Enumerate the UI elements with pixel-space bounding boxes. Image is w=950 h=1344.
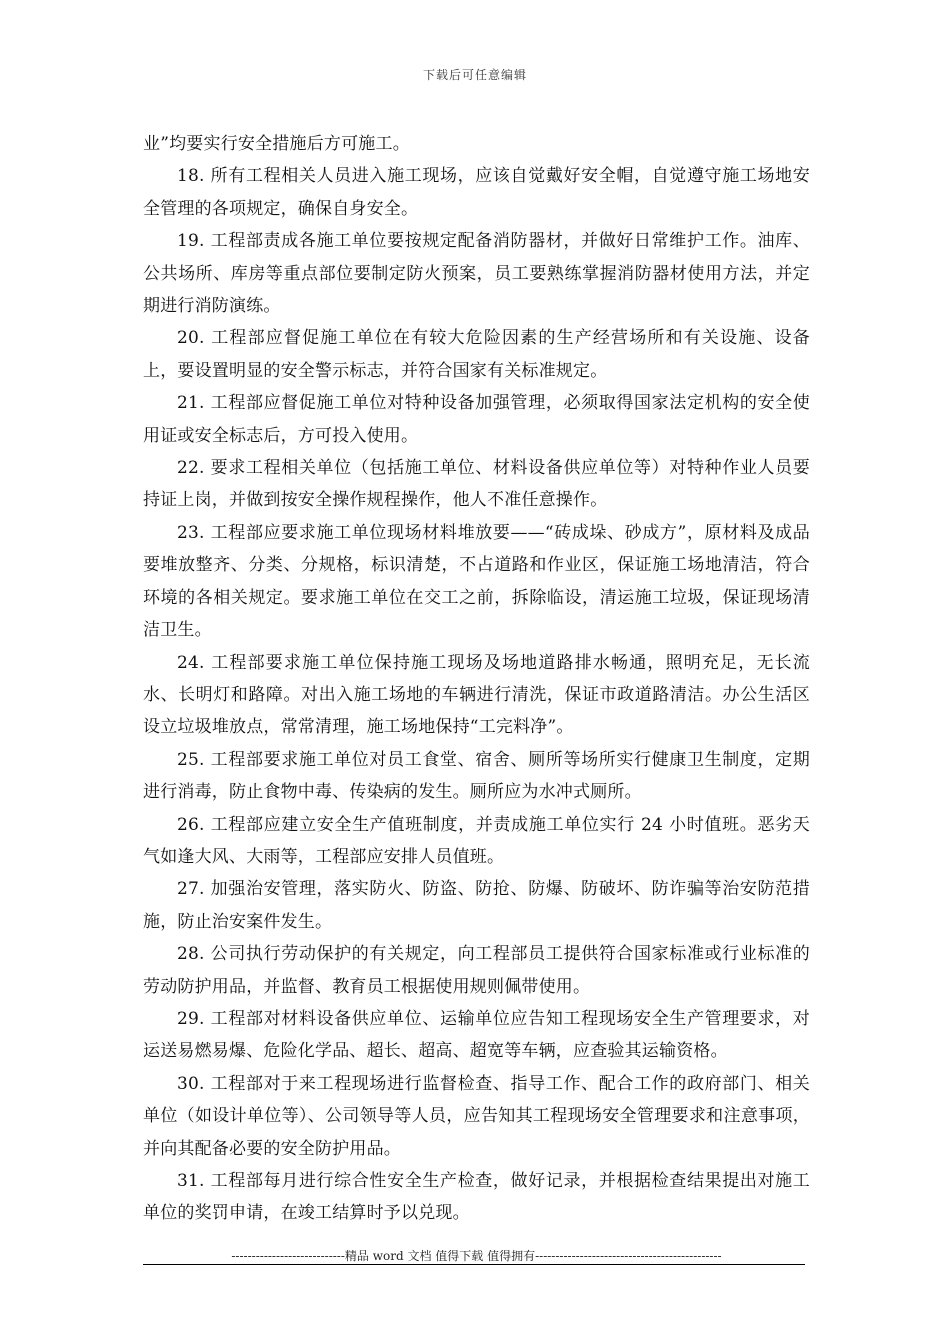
paragraph: 20. 工程部应督促施工单位在有较大危险因素的生产经营场所和有关设施、设备上，要设置明显的安全警示标志，并符合国家有关标准规定。 — [143, 328, 810, 381]
paragraph: 19. 工程部责成各施工单位要按规定配备消防器材，并做好日常维护工作。油库、公共场所、库房等重点部位要制定防火预案，员工要熟练掌握消防器材使用方法，并定期进行消防演练。 — [143, 231, 810, 317]
paragraph: 25. 工程部要求施工单位对员工食堂、宿舍、厕所等场所实行健康卫生制度，定期进行消毒，防止食物中毒、传染病的发生。厕所应为水冲式厕所。 — [143, 749, 810, 803]
document-body — [143, 128, 810, 1230]
page-header: 下载后可任意编辑 — [422, 68, 527, 82]
paragraph: 29. 工程部对材料设备供应单位、运输单位应告知工程现场安全生产管理要求，对运送易燃易爆、危险化学品、超长、超高、超宽等车辆，应查验其运输资格。 — [143, 1008, 810, 1062]
paragraph: 业”均要实行安全措施后方可施工。 — [143, 134, 410, 154]
paragraph: 22. 要求工程相关单位（包括施工单位、材料设备供应单位等）对特种作业人员要持证上岗，并做到按安全操作规程操作，他人不准任意操作。 — [143, 458, 810, 511]
page-footer: ----------------------------精品 word 文档 值得下载 值得拥有---------------------------------------------- — [231, 1249, 722, 1263]
paragraph: 28. 公司执行劳动保护的有关规定，向工程部员工提供符合国家标准或行业标准的劳动防护用品，并监督、教育员工根据使用规则佩带使用。 — [143, 944, 810, 997]
paragraph: 27. 加强治安管理，落实防火、防盗、防抢、防爆、防破坏、防诈骗等治安防范措施，防止治安案件发生。 — [143, 879, 810, 932]
paragraph: 30. 工程部对于来工程现场进行监督检查、指导工作、配合工作的政府部门、相关单位（如设计单位等）、公司领导等人员，应告知其工程现场安全管理要求和注意事项，并向其配备必要的安全防护用品。 — [143, 1073, 810, 1159]
paragraph: 26. 工程部应建立安全生产值班制度，并责成施工单位实行 24 小时值班。恶劣天气如逢大风、大雨等，工程部应安排人员值班。 — [143, 814, 810, 867]
paragraph: 21. 工程部应督促施工单位对特种设备加强管理，必须取得国家法定机构的安全使用证或安全标志后，方可投入使用。 — [143, 393, 810, 446]
footer-rule — [143, 1264, 805, 1265]
paragraph: 31. 工程部每月进行综合性安全生产检查，做好记录，并根据检查结果提出对施工单位的奖罚申请，在竣工结算时予以兑现。 — [143, 1171, 810, 1224]
paragraph: 18. 所有工程相关人员进入施工现场，应该自觉戴好安全帽，自觉遵守施工场地安全管理的各项规定，确保自身安全。 — [143, 166, 810, 219]
paragraph: 23. 工程部应要求施工单位现场材料堆放要——“砖成垛、砂成方”，原材料及成品要堆放整齐、分类、分规格，标识清楚，不占道路和作业区，保证施工场地清洁，符合环境的各相关规定。要求施工单位在交工之前，拆除临设，清运施工垃圾，保证现场清洁卫生。 — [143, 522, 810, 641]
paragraph: 24. 工程部要求施工单位保持施工现场及场地道路排水畅通，照明充足，无长流水、长明灯和路障。对出入施工场地的车辆进行清洗，保证市政道路清洁。办公生活区设立垃圾堆放点，常常清理，施工场地保持“工完料净”。 — [143, 652, 810, 738]
